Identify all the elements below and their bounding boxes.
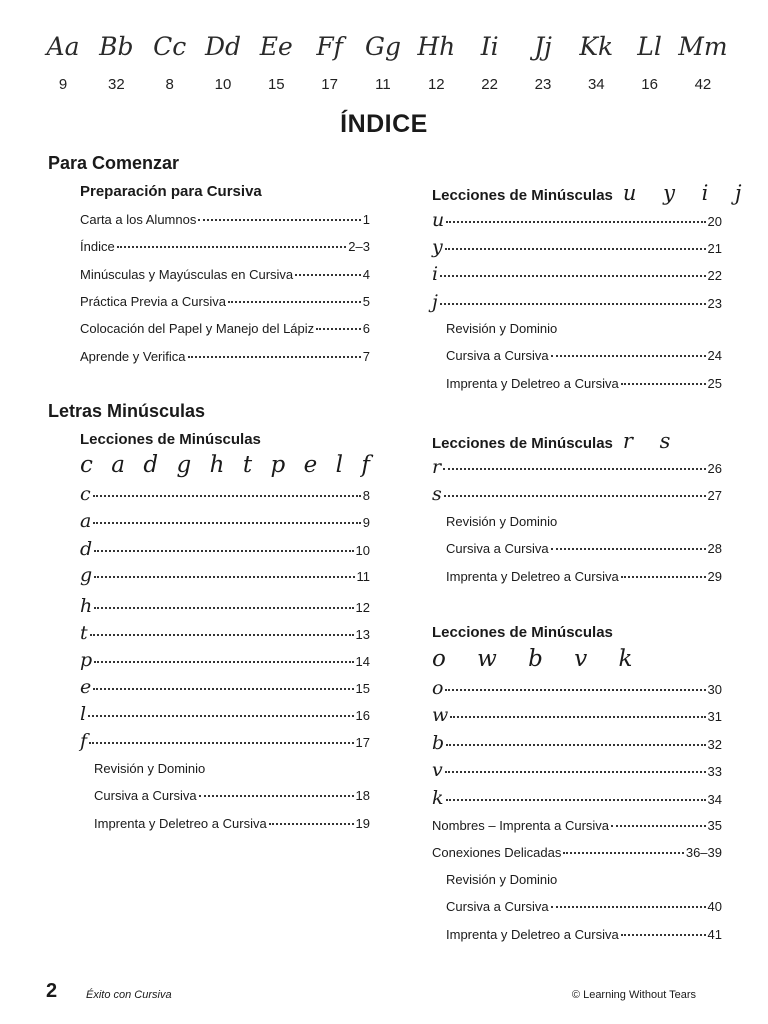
section-heading-letras-minusculas: Letras Minúsculas <box>48 401 206 421</box>
leader-dots <box>316 327 361 330</box>
toc-entry[interactable] <box>80 596 370 616</box>
toc-page: 29 <box>707 569 722 584</box>
toc-page: 7 <box>362 349 370 364</box>
toc-label: Imprenta y Deletreo a Cursiva <box>446 569 619 584</box>
alphabet-cell <box>465 30 515 93</box>
letter-pair: Bb <box>99 32 134 61</box>
toc-label: Cursiva a Cursiva <box>446 348 549 363</box>
toc-page: 20 <box>707 214 722 229</box>
alphabet-cell <box>305 30 355 93</box>
leader-dots <box>446 798 706 801</box>
leader-dots <box>551 905 706 908</box>
toc-label: Cursiva a Cursiva <box>94 788 197 803</box>
alphabet-cell <box>358 30 408 93</box>
toc-page: 9 <box>362 515 370 530</box>
lesson-letter: h <box>209 452 225 478</box>
toc-page: 14 <box>355 654 370 669</box>
letter-pair: Kk <box>579 32 614 61</box>
toc-entry[interactable] <box>432 237 722 257</box>
letter-pair: Dd <box>204 32 242 61</box>
lesson-letter: c <box>80 452 93 478</box>
lesson-letter: a <box>111 452 125 478</box>
letter-page: 17 <box>321 76 338 93</box>
leader-dots <box>88 714 353 717</box>
leader-dots <box>444 494 706 497</box>
leader-dots <box>269 822 354 825</box>
toc-entry[interactable] <box>432 816 722 836</box>
review-heading: Revisión y Dominio <box>446 514 558 529</box>
toc-label: Cursiva a Cursiva <box>446 541 549 556</box>
toc-label: Imprenta y Deletreo a Cursiva <box>94 816 267 831</box>
toc-label: s <box>432 483 442 505</box>
leader-dots <box>621 382 706 385</box>
leader-dots <box>445 688 705 691</box>
toc-entry[interactable] <box>80 292 370 312</box>
leader-dots <box>188 355 361 358</box>
footer-book-title: Éxito con Cursiva <box>86 989 172 1001</box>
toc-label: Práctica Previa a Cursiva <box>80 294 226 309</box>
lesson-letter: p <box>270 452 286 478</box>
letter-page: 8 <box>165 76 174 93</box>
subsection-heading-text: Lecciones de Minúsculas <box>432 187 613 204</box>
leader-dots <box>90 633 354 636</box>
lesson-letter: e <box>303 452 318 478</box>
toc-page: 10 <box>355 543 370 558</box>
toc-page: 11 <box>356 569 370 584</box>
toc-page: 31 <box>707 709 722 724</box>
letter-page: 12 <box>427 76 445 93</box>
leader-dots <box>450 715 705 718</box>
toc-page: 21 <box>707 241 722 256</box>
alphabet-cell <box>411 30 461 93</box>
toc-page: 30 <box>707 682 722 697</box>
alphabet-cell <box>38 30 88 93</box>
letter-page: 11 <box>375 76 391 93</box>
alphabet-strip <box>38 30 728 93</box>
toc-page: 28 <box>707 541 722 556</box>
lesson-letter: d <box>143 452 159 478</box>
toc-label: Minúsculas y Mayúsculas en Cursiva <box>80 267 294 282</box>
leader-dots <box>93 521 360 524</box>
toc-entry[interactable] <box>80 704 370 724</box>
leader-dots <box>611 824 706 827</box>
toc-entry[interactable] <box>80 539 370 559</box>
leader-dots <box>295 273 361 276</box>
toc-label: r <box>432 456 442 478</box>
toc-page: 8 <box>362 488 370 503</box>
leader-dots <box>94 660 353 663</box>
lesson-letter: l <box>335 452 343 478</box>
toc-page: 2–3 <box>348 239 370 254</box>
toc-page: 4 <box>362 267 370 282</box>
review-heading: Revisión y Dominio <box>446 872 558 887</box>
letter-page: 32 <box>107 76 125 93</box>
toc-label: p <box>80 649 93 671</box>
letter-pair: Mm <box>678 32 728 61</box>
letter-page: 16 <box>641 76 658 93</box>
leader-dots <box>621 575 706 578</box>
review-heading: Revisión y Dominio <box>94 761 206 776</box>
alphabet-cell <box>145 30 195 93</box>
toc-entry[interactable] <box>80 319 370 339</box>
subsection-letters: o w b v k <box>432 646 645 672</box>
toc-label: a <box>80 510 92 532</box>
toc-label: u <box>432 209 445 231</box>
toc-entry[interactable] <box>80 650 370 670</box>
leader-dots <box>443 467 705 470</box>
lesson-letter: t <box>242 452 253 478</box>
lesson-letters-row <box>80 452 370 478</box>
toc-entry[interactable] <box>432 843 722 863</box>
toc-label: l <box>80 703 87 725</box>
letter-pair: Ii <box>480 32 499 61</box>
letter-page: 10 <box>214 76 232 93</box>
toc-entry[interactable] <box>432 733 722 753</box>
subsection-heading-lecciones: Lecciones de Minúsculas <box>80 431 261 448</box>
toc-page: 25 <box>707 376 722 391</box>
letter-pair: Jj <box>534 32 552 61</box>
toc-label: c <box>80 483 91 505</box>
leader-dots <box>440 302 706 305</box>
toc-page: 32 <box>707 737 722 752</box>
toc-label: Imprenta y Deletreo a Cursiva <box>446 376 619 391</box>
toc-page: 18 <box>355 788 370 803</box>
toc-page: 16 <box>355 708 370 723</box>
toc-page: 33 <box>707 764 722 779</box>
alphabet-cell <box>678 30 728 93</box>
toc-page: 15 <box>355 681 370 696</box>
toc-entry[interactable] <box>80 237 370 257</box>
toc-label: i <box>432 263 439 285</box>
letter-pair: Hh <box>417 32 456 61</box>
toc-entry[interactable] <box>446 539 722 559</box>
toc-entry[interactable] <box>80 265 370 285</box>
toc-page: 35 <box>707 818 722 833</box>
toc-entry[interactable] <box>432 292 722 312</box>
alphabet-cell <box>625 30 675 93</box>
alphabet-cell <box>198 30 248 93</box>
subsection-heading-lecciones-uyij <box>432 181 752 205</box>
toc-page: 40 <box>707 899 722 914</box>
toc-label: Nombres – Imprenta a Cursiva <box>432 818 610 833</box>
section-heading-para-comenzar: Para Comenzar <box>48 153 180 173</box>
letter-page: 42 <box>694 76 712 93</box>
toc-label: v <box>432 759 443 781</box>
letter-page: 34 <box>587 76 605 93</box>
toc-label: t <box>80 622 88 644</box>
toc-entry[interactable] <box>432 760 722 780</box>
toc-entry[interactable] <box>432 210 722 230</box>
leader-dots <box>89 741 353 744</box>
subsection-heading-lecciones-rs <box>432 429 680 453</box>
subsection-heading-text: Lecciones de Minúsculas <box>432 435 613 452</box>
leader-dots <box>228 300 361 303</box>
toc-entry[interactable] <box>94 786 370 806</box>
letter-pair: Cc <box>153 32 187 61</box>
toc-label: Imprenta y Deletreo a Cursiva <box>446 927 619 942</box>
letter-pair: Aa <box>46 32 80 61</box>
footer-copyright: © Learning Without Tears <box>571 989 696 1001</box>
toc-label: h <box>80 595 93 617</box>
toc-label: Conexiones Delicadas <box>432 845 562 860</box>
toc-label: j <box>432 291 438 313</box>
letter-pair: Ll <box>637 32 662 61</box>
toc-page: 24 <box>707 348 722 363</box>
toc-label: y <box>432 236 443 258</box>
toc-page: 5 <box>362 294 370 309</box>
toc-entry[interactable] <box>432 678 722 698</box>
toc-entry[interactable] <box>432 457 722 477</box>
toc-page: 27 <box>707 488 722 503</box>
toc-entry[interactable] <box>80 484 370 504</box>
toc-label: d <box>80 538 93 560</box>
toc-page: 23 <box>707 296 722 311</box>
subsection-heading-preparacion: Preparación para Cursiva <box>80 183 262 200</box>
toc-entry[interactable] <box>94 814 370 834</box>
toc-page: 41 <box>707 927 722 942</box>
toc-entry[interactable] <box>432 705 722 725</box>
letter-pair: Gg <box>364 32 401 61</box>
toc-entry[interactable] <box>446 374 722 394</box>
letter-page: 22 <box>481 76 498 93</box>
leader-dots <box>440 274 705 277</box>
review-heading: Revisión y Dominio <box>446 321 558 336</box>
footer-page-number: 2 <box>46 980 58 1002</box>
toc-page: 13 <box>355 627 370 642</box>
toc-page: 19 <box>355 816 370 831</box>
toc-label: b <box>432 732 445 754</box>
toc-entry[interactable] <box>80 565 370 585</box>
leader-dots <box>446 220 705 223</box>
toc-entry[interactable] <box>446 897 722 917</box>
alphabet-cell <box>571 30 621 93</box>
toc-entry[interactable] <box>432 484 722 504</box>
alphabet-cell <box>251 30 301 93</box>
toc-label: k <box>432 787 444 809</box>
subsection-letters: u y i j <box>622 181 752 205</box>
toc-label: Aprende y Verifica <box>80 349 186 364</box>
letter-page: 23 <box>534 76 552 93</box>
letter-page: 9 <box>58 76 68 93</box>
toc-label: e <box>80 676 92 698</box>
leader-dots <box>94 575 354 578</box>
toc-entry[interactable] <box>80 677 370 697</box>
leader-dots <box>199 794 354 797</box>
toc-page: 36–39 <box>685 845 722 860</box>
toc-label: Cursiva a Cursiva <box>446 899 549 914</box>
toc-label: g <box>80 564 93 586</box>
leader-dots <box>446 743 705 746</box>
toc-label: Índice <box>80 239 115 254</box>
leader-dots <box>94 606 353 609</box>
letter-page: 15 <box>267 76 285 93</box>
toc-entry[interactable] <box>80 511 370 531</box>
letter-pair: Ee <box>259 32 293 61</box>
leader-dots <box>117 245 347 248</box>
toc-entry[interactable] <box>80 347 370 367</box>
toc-entry[interactable] <box>446 567 722 587</box>
toc-entry[interactable] <box>80 623 370 643</box>
toc-page: 1 <box>362 212 370 227</box>
toc-entry[interactable] <box>80 210 370 230</box>
leader-dots <box>551 547 706 550</box>
leader-dots <box>93 687 353 690</box>
toc-label: o <box>432 677 444 699</box>
leader-dots <box>93 494 361 497</box>
toc-page: 34 <box>707 792 722 807</box>
subsection-heading-lecciones-owbvk: Lecciones de Minúsculas <box>432 624 613 641</box>
leader-dots <box>445 770 706 773</box>
leader-dots <box>551 354 706 357</box>
lesson-letter: g <box>176 452 192 478</box>
leader-dots <box>563 851 683 854</box>
toc-page: 17 <box>355 735 370 750</box>
toc-page: 26 <box>707 461 722 476</box>
toc-label: f <box>80 730 88 752</box>
toc-entry[interactable] <box>432 264 722 284</box>
toc-entry[interactable] <box>80 731 370 751</box>
toc-page: 6 <box>362 321 370 336</box>
letter-pair: Ff <box>316 32 343 61</box>
alphabet-cell <box>91 30 141 93</box>
leader-dots <box>445 247 706 250</box>
lesson-letter: f <box>361 452 370 478</box>
toc-entry[interactable] <box>446 346 722 366</box>
toc-page: 12 <box>355 600 370 615</box>
toc-entry[interactable] <box>446 925 722 945</box>
page-title: ÍNDICE <box>340 110 428 138</box>
leader-dots <box>94 549 353 552</box>
leader-dots <box>198 218 360 221</box>
toc-entry[interactable] <box>432 788 722 808</box>
subsection-letters: r s <box>622 429 681 453</box>
toc-label: Carta a los Alumnos <box>80 212 197 227</box>
toc-label: Colocación del Papel y Manejo del Lápiz <box>80 321 315 336</box>
toc-page: 22 <box>707 268 722 283</box>
alphabet-cell <box>518 30 568 93</box>
leader-dots <box>621 933 706 936</box>
toc-label: w <box>432 704 449 726</box>
